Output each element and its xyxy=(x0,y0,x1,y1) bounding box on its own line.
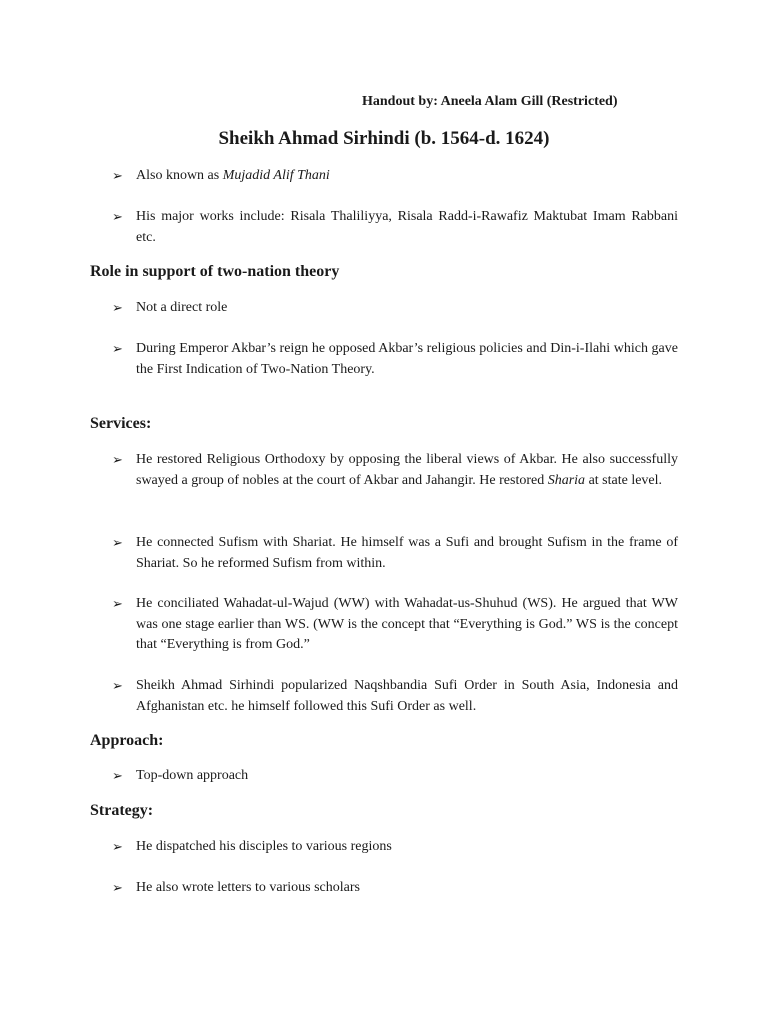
arrow-bullet-icon: ➢ xyxy=(112,839,123,854)
list-item-text: He also wrote letters to various scholars xyxy=(136,880,360,895)
arrow-bullet-icon: ➢ xyxy=(112,168,123,183)
list-item-wahadat xyxy=(112,594,678,656)
list-item-also-known-as xyxy=(112,166,678,187)
arrow-bullet-icon: ➢ xyxy=(112,535,123,550)
list-item-not-direct-role xyxy=(112,298,678,319)
list-item-text: He restored Religious Orthodoxy by opposing the liberal views of Akbar. He also successfully swayed a group of nobles at the court of Akbar and Jahangir. He restored Sharia at state level. xyxy=(136,452,678,488)
arrow-bullet-icon: ➢ xyxy=(112,341,123,356)
list-item-text: During Emperor Akbar’s reign he opposed Akbar’s religious policies and Din-i-Ilahi which gave the First Indication of Two-Nation Theory. xyxy=(136,341,678,377)
section-heading-approach: Approach: xyxy=(90,732,164,749)
list-item-naqshbandia xyxy=(112,676,678,717)
list-item-text: Top-down approach xyxy=(136,768,249,783)
section-heading-role: Role in support of two-nation theory xyxy=(90,263,340,280)
list-item-text: Sheikh Ahmad Sirhindi popularized Naqshbandia Sufi Order in South Asia, Indonesia and Afghanistan etc. he himself followed this Sufi Order as well. xyxy=(136,678,678,714)
arrow-bullet-icon: ➢ xyxy=(112,209,123,224)
list-item-disciples xyxy=(112,837,678,858)
arrow-bullet-icon: ➢ xyxy=(112,768,123,783)
list-item-text: His major works include: Risala Thaliliyya, Risala Radd-i-Rawafiz Maktubat Imam Rabbani etc. xyxy=(136,209,678,245)
arrow-bullet-icon: ➢ xyxy=(112,678,123,693)
list-item-text: He dispatched his disciples to various regions xyxy=(136,839,392,854)
arrow-bullet-icon: ➢ xyxy=(112,300,123,315)
list-item-religious-orthodoxy xyxy=(112,450,678,491)
list-item-text: Also known as Mujadid Alif Thani xyxy=(136,168,330,183)
list-item-top-down xyxy=(112,766,678,787)
arrow-bullet-icon: ➢ xyxy=(112,596,123,611)
list-item-text: He connected Sufism with Shariat. He himself was a Sufi and brought Sufism in the frame of Shariat. So he reformed Sufism from within. xyxy=(136,535,678,571)
section-heading-strategy: Strategy: xyxy=(90,802,154,819)
page-title: Sheikh Ahmad Sirhindi (b. 1564-d. 1624) xyxy=(218,128,550,149)
list-item-major-works xyxy=(112,207,678,248)
list-item-text: Not a direct role xyxy=(136,300,228,315)
list-item-text: He conciliated Wahadat-ul-Wajud (WW) with Wahadat-us-Shuhud (WS). He argued that WW was one stage earlier than WS. (WW is the concept that “Everything is God.” WS is the concept that “Everything is from God.” xyxy=(136,596,678,652)
section-heading-services: Services: xyxy=(90,415,152,432)
list-item-letters xyxy=(112,878,678,899)
handout-credit: Handout by: Aneela Alam Gill (Restricted) xyxy=(362,94,618,109)
list-item-sufism-shariat xyxy=(112,533,678,574)
arrow-bullet-icon: ➢ xyxy=(112,880,123,895)
arrow-bullet-icon: ➢ xyxy=(112,452,123,467)
list-item-akbar-reign xyxy=(112,339,678,380)
